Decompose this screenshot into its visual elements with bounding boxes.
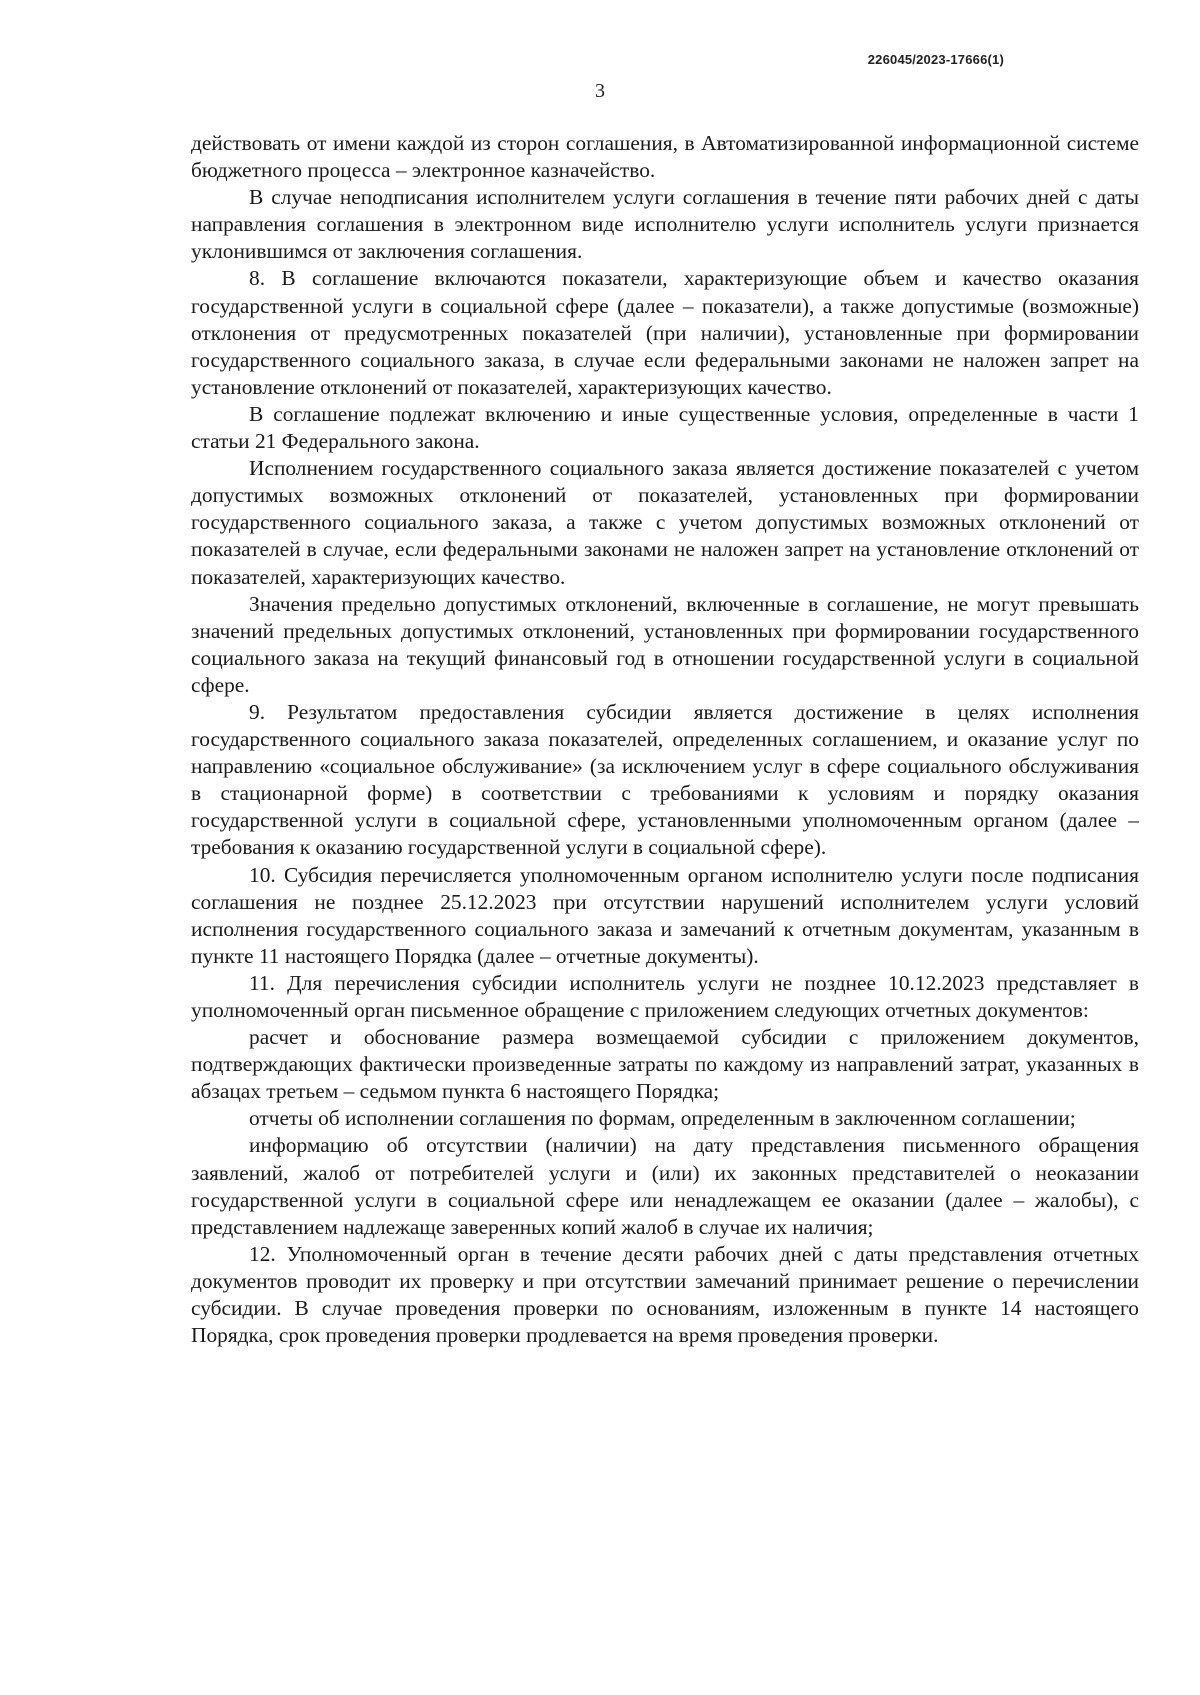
paragraph-clause-11: 11. Для перечисления субсидии исполнитель услуги не позднее 10.12.2023 представляет в уполномоченный орган письменное обращение с приложением следующих отчетных документов: — [191, 970, 1139, 1022]
paragraph: В соглашение подлежат включению и иные существенные условия, определенные в части 1 статьи 21 Федерального закона. — [191, 401, 1139, 454]
paragraph: расчет и обоснование размера возмещаемой субсидии с приложением документов, подтверждающих фактически произведенные затраты по каждому из направлений затрат, указанных в абзацах третьем – седьмом пункта 6 настоящего Порядка; — [191, 1025, 1139, 1104]
paragraph: Исполнением государственного социального заказа является достижение показателей с учетом допустимых возможных отклонений от показателей, установленных при формировании государственного социального заказа, а также с учетом допустимых возможных отклонений от показателей в случае, если федеральными законами не наложен запрет на установление отклонений от показателей, характеризующих качество. — [191, 456, 1139, 589]
paragraph: Значения предельно допустимых отклонений, включенные в соглашение, не могут превышать значений предельных допустимых отклонений, установленных при формировании государственного социального заказа на текущий финансовый год в отношении государственной услуги в социальной сфере. — [191, 591, 1139, 697]
document-id: 226045/2023-17666(1) — [867, 52, 1004, 67]
paragraph: отчеты об исполнении соглашения по формам, определенным в заключенном соглашении; — [249, 1106, 1076, 1131]
paragraph-clause-12: 12. Уполномоченный орган в течение десяти рабочих дней с даты представления отчетных документов проводит их проверку и при отсутствии замечаний принимает решение о перечислении субсидии. В случае проведения проверки по основаниям, изложенным в пункте 14 настоящего Порядка, срок проведения проверки продлевается на время проведения проверки. — [191, 1241, 1139, 1348]
paragraph: действовать от имени каждой из сторон соглашения, в Автоматизированной информационной системе бюджетного процесса – электронное казначейство. — [191, 131, 1139, 183]
page-number: 3 — [595, 80, 605, 102]
document-body — [191, 130, 1139, 1349]
paragraph: информацию об отсутствии (наличии) на дату представления письменного обращения заявлений, жалоб от потребителей услуги и (или) их законных представителей о неоказании государственной услуги в социальной сфере или ненадлежащем ее оказании (далее – жалобы), с представлением надлежаще заверенных копий жалоб в случае их наличия; — [191, 1133, 1139, 1239]
paragraph-clause-9: 9. Результатом предоставления субсидии является достижение в целях исполнения государственного социального заказа показателей, определенных соглашением, и оказание услуг по направлению «социальное обслуживание» (за исключением услуг в сфере социального обслуживания в стационарной форме) в соответствии с требованиями к условиям и порядку оказания государственной услуги в социальной сфере, установленными уполномоченным органом (далее – требования к оказанию государственной услуги в социальной сфере). — [191, 699, 1139, 860]
paragraph-clause-8: 8. В соглашение включаются показатели, характеризующие объем и качество оказания государственной услуги в социальной сфере (далее – показатели), а также допустимые (возможные) отклонения от предусмотренных показателей (при наличии), установленные при формировании государственного социального заказа, в случае если федеральными законами не наложен запрет на установление отклонений от показателей, характеризующих качество. — [191, 266, 1139, 399]
paragraph-clause-10: 10. Субсидия перечисляется уполномоченным органом исполнителю услуги после подписания соглашения не позднее 25.12.2023 при отсутствии нарушений исполнителем услуги условий исполнения государственного социального заказа и замечаний к отчетным документам, указанным в пункте 11 настоящего Порядка (далее – отчетные документы). — [191, 862, 1139, 968]
paragraph: В случае неподписания исполнителем услуги соглашения в течение пяти рабочих дней с даты направления соглашения в электронном виде исполнителю услуги исполнитель услуги признается уклонившимся от заключения соглашения. — [191, 185, 1139, 264]
